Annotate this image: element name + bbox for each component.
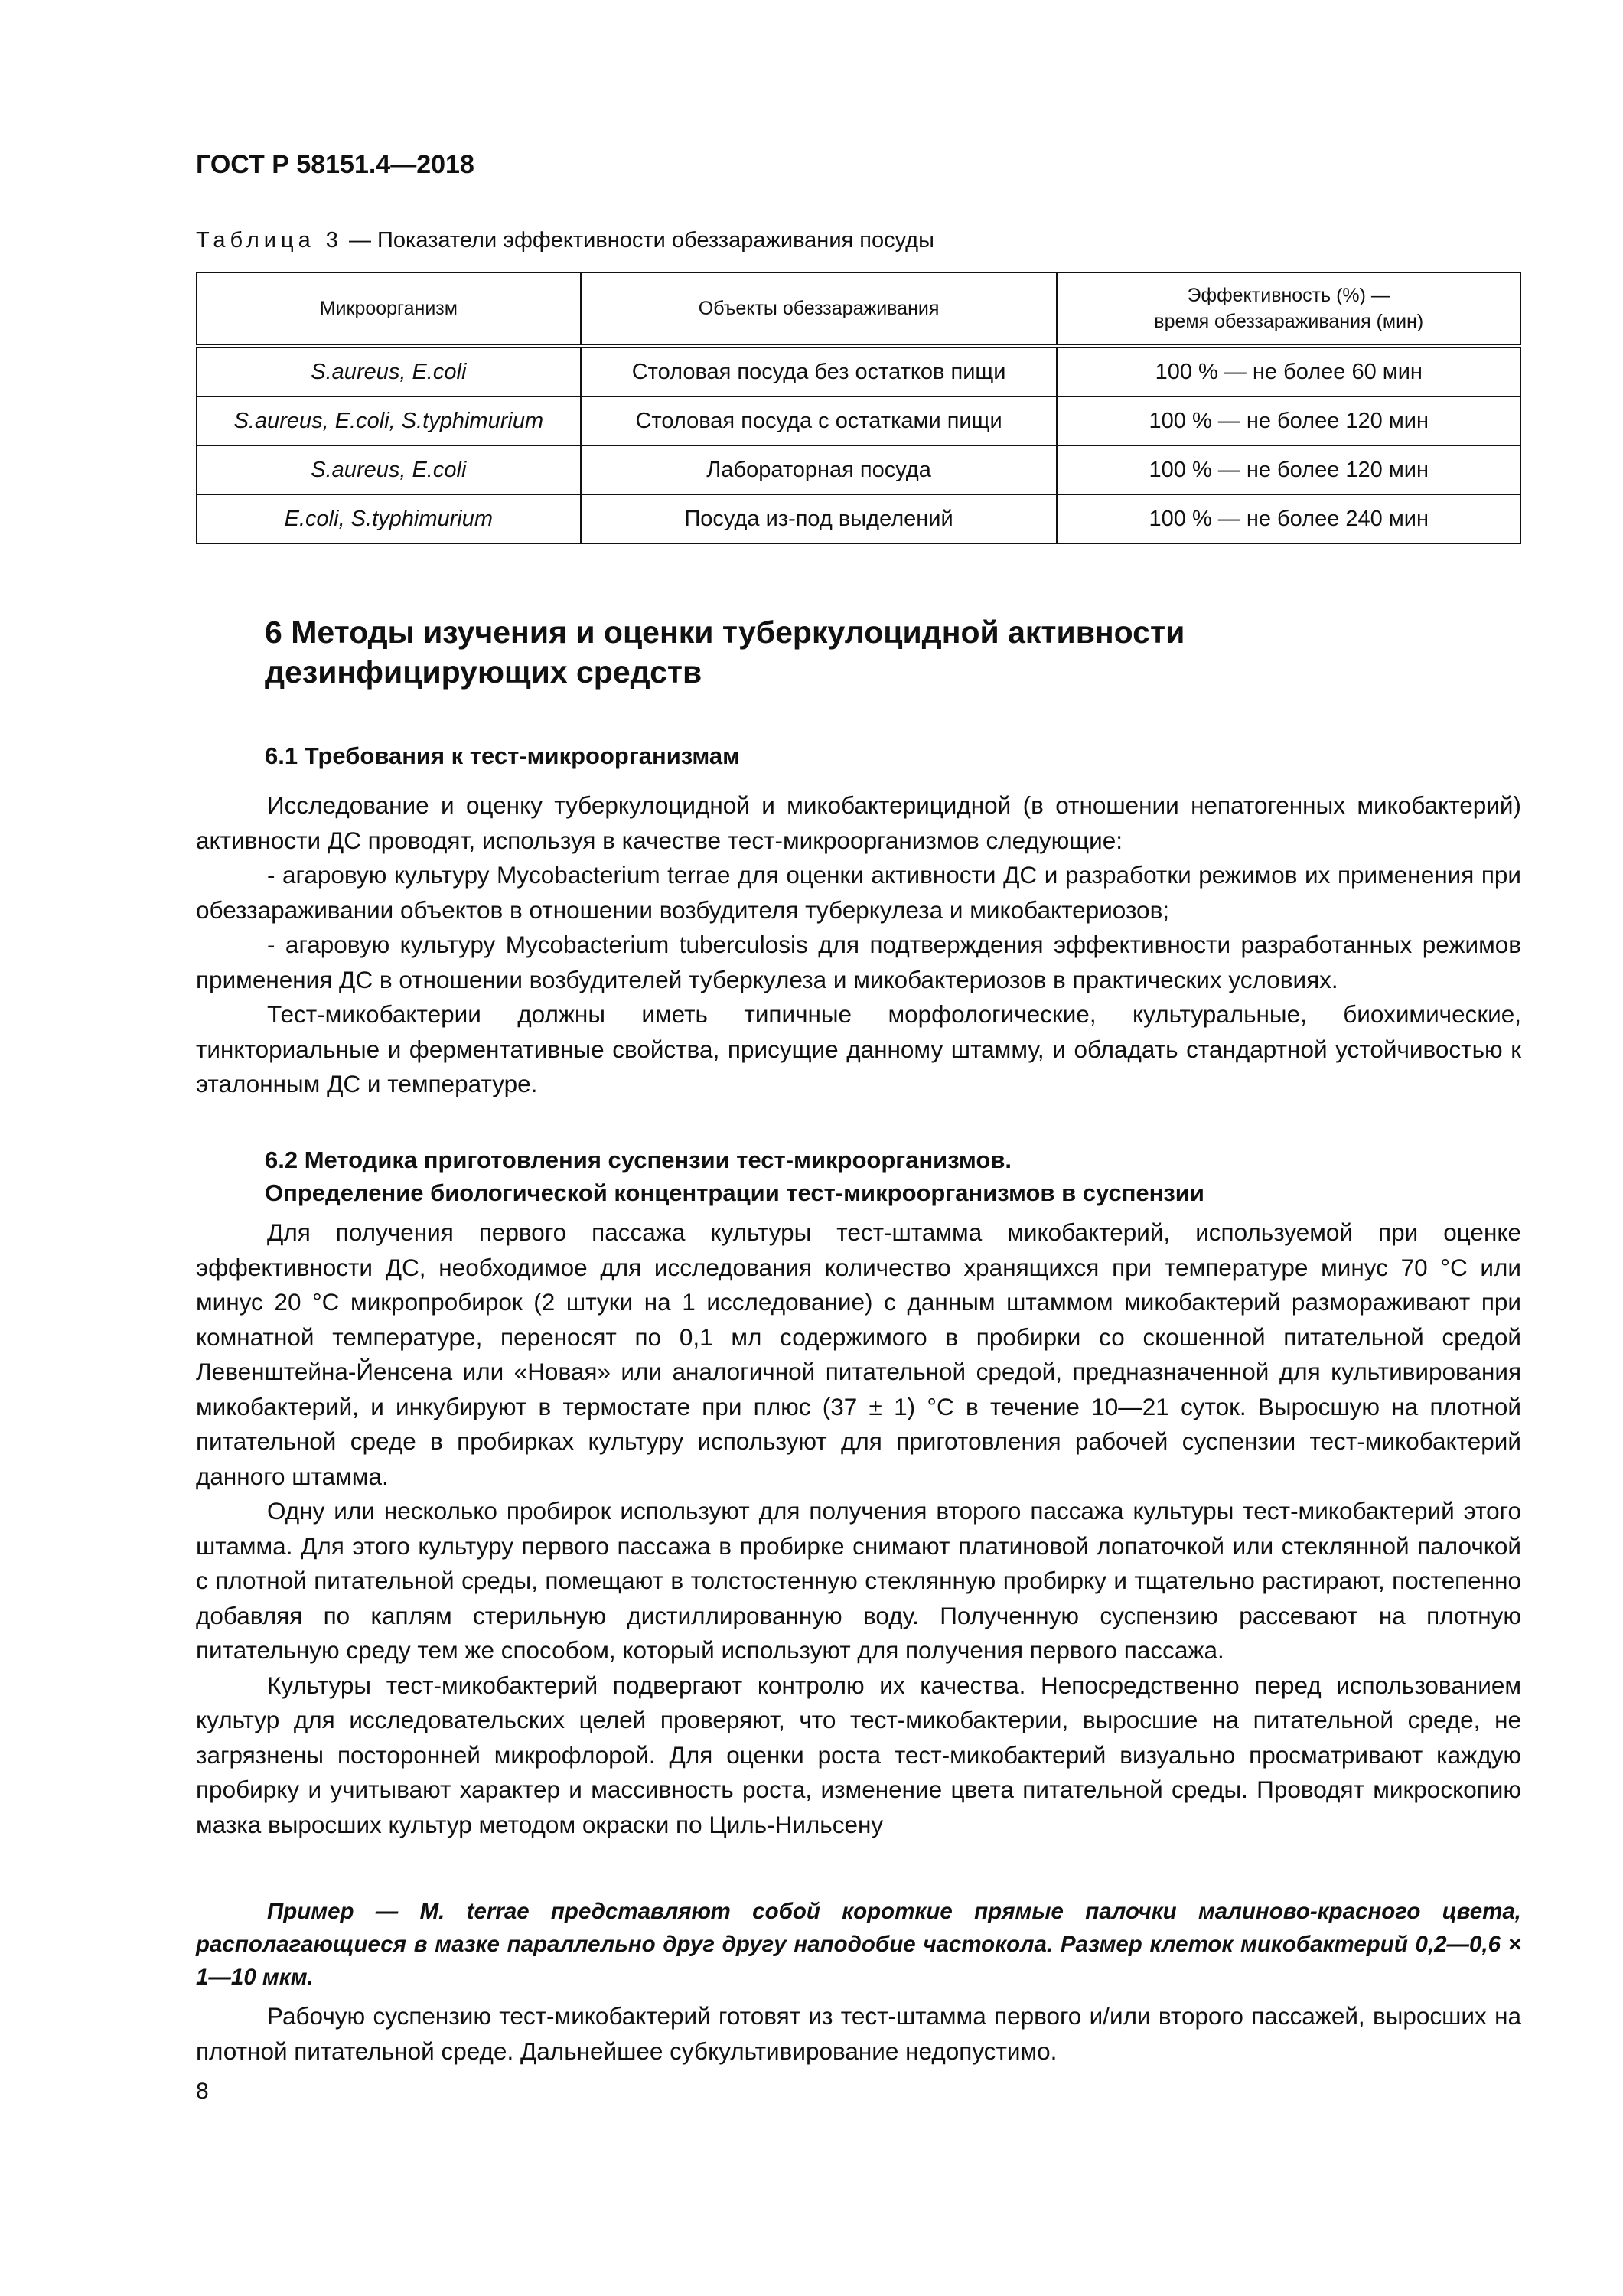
section-6-1-title: 6.1 Требования к тест-микроорганизмам <box>265 742 741 769</box>
cell-microorganism: S.aureus, E.coli, S.typhimurium <box>197 396 581 445</box>
section-6-title-line1: 6 Методы изучения и оценки туберкулоцидной активности <box>265 615 1185 650</box>
cell-object: Лабораторная посуда <box>581 445 1058 494</box>
header-microorganism: Микроорганизм <box>197 272 581 346</box>
header-efficiency <box>1057 272 1520 346</box>
paragraph: Рабочую суспензию тест-микобактерий готовят из тест-штамма первого и/или второго пассажей, выросших на плотной питательной среде. Дальнейшее субкультивирование недопустимо. <box>196 2002 1521 2065</box>
header-efficiency-line1: Эффективность (%) — <box>1187 285 1390 306</box>
cell-efficiency: 100 % — не более 60 мин <box>1057 346 1520 396</box>
cell-efficiency: 100 % — не более 240 мин <box>1057 494 1520 543</box>
paragraph: Одну или несколько пробирок используют для получения второго пассажа культуры тест-микобактерий этого штамма. Для этого культуру первого пассажа в пробирке снимают платиновой лопаточкой или стеклянной палочкой с плотной питательной среды, помещают в толстостенную стеклянную пробирку и тщательно растирают, постепенно добавляя по каплям стерильную дистиллированную воду. Полученную суспензию рассевают на плотную питательную среду тем же способом, который используют для получения первого пассажа. <box>196 1497 1521 1664</box>
efficiency-table <box>196 272 1521 544</box>
paragraph: Для получения первого пассажа культуры тест-штамма микобактерий, используемой при оценке эффективности ДС, необходимое для исследования количество хранящихся при температуре минус 70 °С или минус 20 °С микропробирок (2 штуки на 1 исследование) с данным штаммом микобактерий размораживают при комнатной температуре, переносят по 0,1 мл содержимого в пробирки со скошенной питательной средой Левенштейна-Йенсена или «Новая» или аналогичной питательной средой, предназначенной для культивирования микобактерий, и инкубируют в термостате при плюс (37 ± 1) °С в течение 10—21 суток. Выросшую на плотной питательной среде в пробирках культуру используют для приготовления рабочей суспензии тест-микобактерий данного штамма. <box>196 1218 1521 1490</box>
cell-efficiency: 100 % — не более 120 мин <box>1057 396 1520 445</box>
table-caption-prefix: Таблица 3 <box>196 228 343 253</box>
document-id: ГОСТ Р 58151.4—2018 <box>196 150 474 179</box>
section-6-2-title-line1: 6.2 Методика приготовления суспензии тест-микроорганизмов. <box>265 1146 1012 1173</box>
page-number: 8 <box>196 2079 209 2104</box>
paragraph: Тест-микобактерии должны иметь типичные морфологические, культуральные, биохимические, тинкториальные и ферментативные свойства, присущие данному штамму, и обладать стандартной устойчивостью к эталонным ДС и температуре. <box>196 1000 1521 1097</box>
section-6-title <box>265 612 1489 692</box>
section-6-1-body <box>196 788 1521 1102</box>
header-efficiency-line2: время обеззараживания (мин) <box>1154 311 1424 332</box>
cell-object: Столовая посуда с остатками пищи <box>581 396 1058 445</box>
section-6-2-title <box>265 1143 1590 1209</box>
header-objects: Объекты обеззараживания <box>581 272 1058 346</box>
table-row <box>197 494 1520 543</box>
paragraph: Культуры тест-микобактерий подвергают контролю их качества. Непосредственно перед использованием культур для исследовательских целей проверяют, что тест-микобактерии, выросшие на питательной среде, не загрязнены посторонней микрофлорой. Для оценки роста тест-микобактерий визуально просматривают каждую пробирку и учитывают характер и массивность роста, изменение цвета питательной среды. Проводят микроскопию мазка выросших культур методом окраски по Циль-Нильсену <box>196 1671 1521 1838</box>
section-6-2-title-line2: Определение биологической концентрации тест-микроорганизмов в суспензии <box>265 1179 1204 1206</box>
table-row <box>197 396 1520 445</box>
table-header-row <box>197 272 1520 346</box>
cell-object: Посуда из-под выделений <box>581 494 1058 543</box>
table-row <box>197 346 1520 396</box>
cell-microorganism: S.aureus, E.coli <box>197 346 581 396</box>
section-6-2-body <box>196 1215 1521 1842</box>
cell-microorganism: E.coli, S.typhimurium <box>197 494 581 543</box>
cell-microorganism: S.aureus, E.coli <box>197 445 581 494</box>
example-text: Пример — M. terrae представляют собой короткие прямые палочки малиново-красного цвета, располагающиеся в мазке параллельно друг другу наподобие частокола. Размер клеток микобактерий 0,2—0,6 × 1—10 мкм. <box>196 1899 1521 1990</box>
example-note <box>196 1895 1521 1994</box>
cell-efficiency: 100 % — не более 120 мин <box>1057 445 1520 494</box>
cell-object: Столовая посуда без остатков пищи <box>581 346 1058 396</box>
final-paragraph-block <box>196 1999 1521 2069</box>
table-caption-text: — Показатели эффективности обеззараживания посуды <box>342 228 934 253</box>
paragraph: Исследование и оценку туберкулоцидной и микобактерицидной (в отношении непатогенных микобактерий) активности ДС проводят, используя в качестве тест-микроорганизмов следующие: <box>196 791 1521 854</box>
section-6-title-line2: дезинфицирующих средств <box>265 654 702 690</box>
list-item: - агаровую культуру Mycobacterium terrae для оценки активности ДС и разработки режимов их применения при обеззараживании объектов в отношении возбудителя туберкулеза и микобактериозов; <box>196 861 1521 924</box>
table-caption <box>196 228 1521 253</box>
list-item: - агаровую культуру Mycobacterium tuberculosis для подтверждения эффективности разработанных режимов применения ДС в отношении возбудителей туберкулеза и микобактериозов в практических условиях. <box>196 931 1521 993</box>
table-row <box>197 445 1520 494</box>
